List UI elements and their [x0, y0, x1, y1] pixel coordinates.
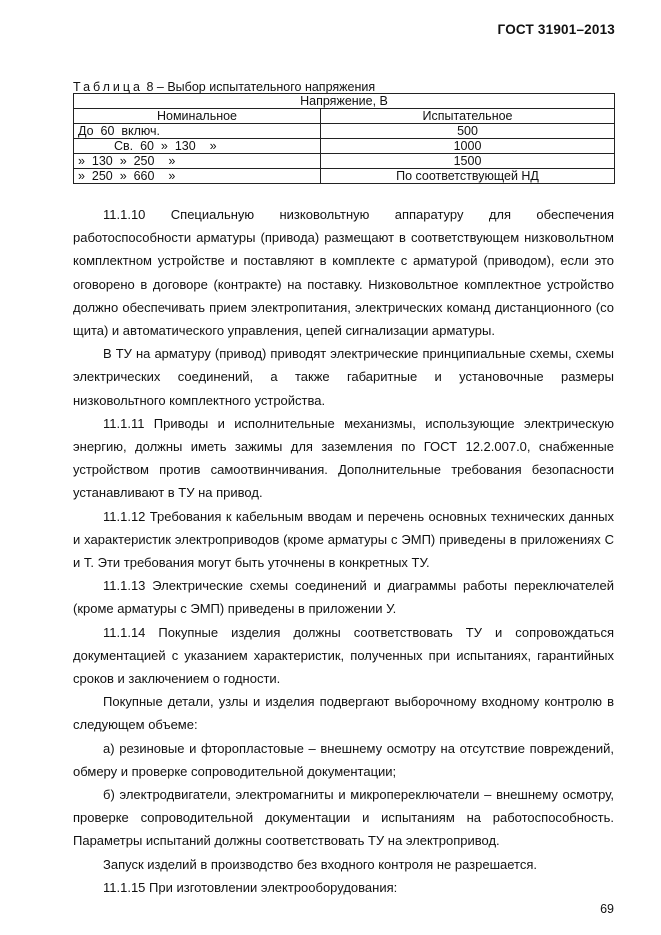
paragraph-tu-schemes: В ТУ на арматуру (привод) приводят электрические принципиальные схемы, схемы электрических соединений, а также габаритные и установочные размеры низковольтного комплектного устройства. — [73, 346, 614, 408]
cell-test: По соответствующей НД — [321, 169, 615, 184]
table-row — [74, 124, 615, 139]
paragraph-launch: Запуск изделий в производство без входного контроля не разрешается. — [103, 856, 537, 872]
cell-nominal: До 60 включ. — [74, 124, 321, 139]
paragraph-11-1-14: 11.1.14 Покупные изделия должны соответствовать ТУ и сопровождаться документацией с указанием характеристик, полученных при испытаниях, гарантийных сроков и заключением о годности. — [73, 624, 614, 687]
cell-test: 500 — [321, 124, 615, 139]
voltage-table — [73, 93, 615, 184]
cell-nominal: » 130 » 250 » — [74, 154, 321, 169]
paragraph-11-1-13: 11.1.13 Электрические схемы соединений и диаграммы работы переключателей (кроме арматуры с ЭМП) приведены в приложении У. — [73, 578, 614, 617]
table-group-header-row — [74, 94, 615, 109]
table-group-header: Напряжение, В — [74, 94, 615, 109]
paragraph-11-1-12: 11.1.12 Требования к кабельным вводам и перечень основных технических данных и характеристик электроприводов (кроме арматуры с ЭМП) приведены в приложениях С и Т. Эти требования могут быть уточнены в конкретных ТУ. — [73, 508, 614, 571]
page-number: 69 — [600, 902, 614, 916]
cell-test: 1000 — [321, 139, 615, 154]
document-code: ГОСТ 31901–2013 — [497, 22, 615, 37]
table-row — [74, 139, 615, 154]
table-row — [74, 169, 615, 184]
table-caption-title: 8 – Выбор испытательного напряжения — [146, 80, 376, 94]
paragraph-11-1-11: 11.1.11 Приводы и исполнительные механизмы, использующие электрическую энергию, должны иметь зажимы для заземления по ГОСТ 12.2.007.0, снабженные устройством против самоотвинчивания. Дополнительные требования безопасности устанавливают в ТУ на привод. — [73, 415, 614, 501]
table-caption-word: Таблица — [73, 80, 144, 94]
paragraph-11-1-15: 11.1.15 При изготовлении электрооборудования: — [103, 879, 398, 895]
paragraph-item-a: а) резиновые и фторопластовые – внешнему осмотру на отсутствие повреждений, обмеру и проверке сопроводительной документации; — [73, 740, 614, 779]
paragraph-item-b: б) электродвигатели, электромагниты и микропереключатели – внешнему осмотру, проверке сопроводительной документации и испытаниям на работоспособность. Параметры испытаний должны соответствовать ТУ на электропривод. — [73, 787, 614, 849]
paragraph-11-1-10: 11.1.10 Специальную низковольтную аппаратуру для обеспечения работоспособности арматуры (привода) размещают в соответствующем низковольтном комплектном устройстве и поставляют в комплекте с арматурой (приводом), если это оговорено в договоре (контракте) на поставку. Низковольтное комплектное устройство должно обеспечивать прием электропитания, электрических команд дистанционного (со щита) и автоматического управления, цепей сигнализации арматуры. — [73, 207, 614, 339]
paragraph-input-control: Покупные детали, узлы и изделия подвергают выборочному входному контролю в следующем объеме: — [73, 694, 614, 733]
column-header-nominal: Номинальное — [74, 109, 321, 124]
table-row — [74, 154, 615, 169]
column-header-test: Испытательное — [321, 109, 615, 124]
cell-nominal: » 250 » 660 » — [74, 169, 321, 184]
table-caption — [73, 80, 375, 94]
table-column-header-row — [74, 109, 615, 124]
cell-nominal: Св. 60 » 130 » — [74, 139, 321, 154]
cell-test: 1500 — [321, 154, 615, 169]
body-text — [73, 203, 614, 899]
